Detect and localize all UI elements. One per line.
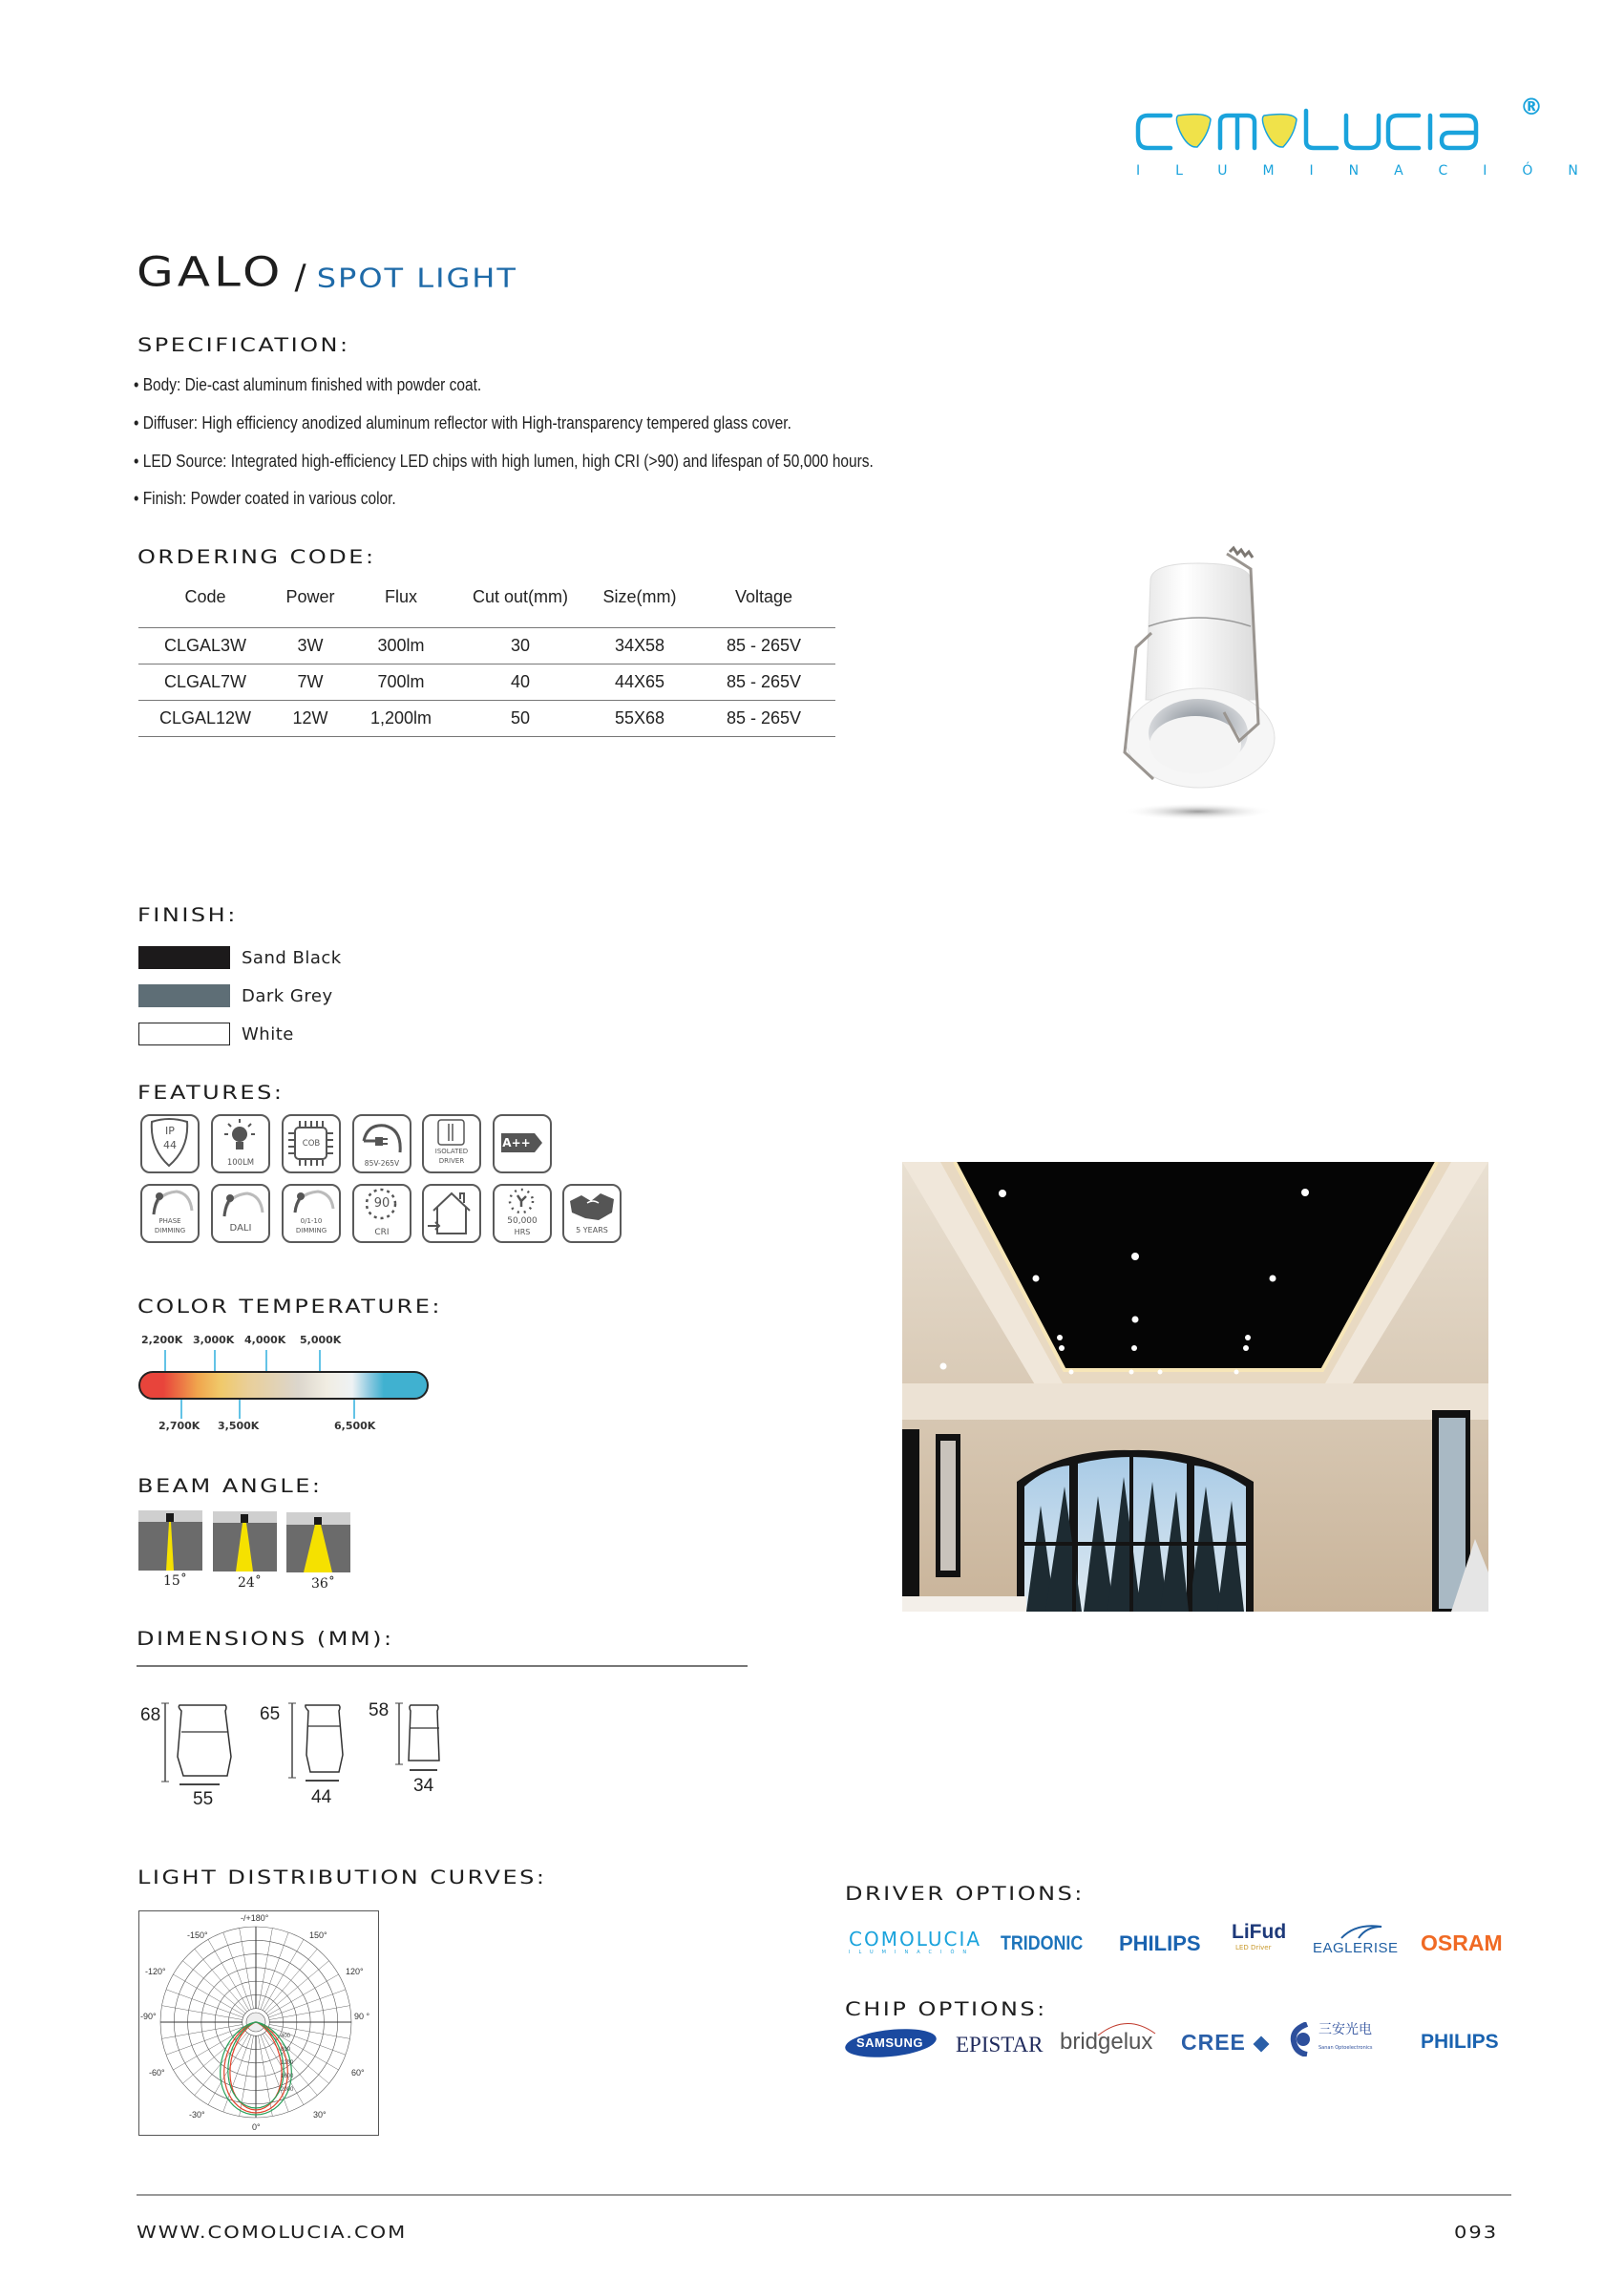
table-row bbox=[138, 628, 835, 664]
specification-heading: SPECIFICATION: bbox=[137, 334, 350, 356]
finish-heading: FINISH: bbox=[137, 904, 238, 926]
beam-angle-label: 15˚ bbox=[163, 1573, 187, 1589]
ct-label-bottom: 2,700K bbox=[158, 1420, 200, 1432]
feature-text: HRS bbox=[514, 1228, 531, 1236]
table-cell: 34X58 bbox=[587, 628, 692, 664]
spec-item-body: • Body: Die-cast aluminum finished with powder coat. bbox=[134, 375, 482, 394]
brand-name: CREE bbox=[1181, 2030, 1246, 2055]
table-cell: 300lm bbox=[348, 628, 453, 664]
feature-isolated-driver bbox=[422, 1114, 481, 1173]
feature-text: DIMMING bbox=[154, 1227, 186, 1234]
polar-radial-label: 1200 bbox=[281, 2060, 294, 2066]
feature-text: DALI bbox=[229, 1223, 252, 1234]
driver-options-heading: DRIVER OPTIONS: bbox=[845, 1883, 1085, 1905]
feature-text: 90 bbox=[373, 1196, 390, 1211]
polar-radial-label: 400 bbox=[281, 2034, 291, 2039]
table-header-row bbox=[138, 566, 835, 628]
page-number: 093 bbox=[1454, 2223, 1499, 2243]
eaglerise-wing-icon bbox=[1313, 1919, 1403, 1940]
table-row bbox=[138, 664, 835, 701]
driver-brand-lifud bbox=[1232, 1921, 1286, 1952]
registered-mark: ® bbox=[1520, 94, 1543, 120]
dimension-height: 68 bbox=[140, 1705, 161, 1725]
color-temperature-scale bbox=[137, 1327, 443, 1451]
brand-logo bbox=[1134, 94, 1613, 189]
dimension-height: 65 bbox=[260, 1704, 281, 1724]
beam-angle-label: 36˚ bbox=[311, 1576, 335, 1592]
driver-brand-eaglerise bbox=[1313, 1919, 1403, 1956]
spec-item-led-source: • LED Source: Integrated high-efficiency LED chips with high lumen, high CRI (>90) and lifespan of 50,000 hours. bbox=[134, 452, 874, 471]
driver-brand-philips: PHILIPS bbox=[1119, 1931, 1201, 1955]
driver-brand-tridonic: TRIDONIC bbox=[1001, 1932, 1084, 1954]
driver-brand-comolucia bbox=[849, 1929, 981, 1956]
feature-text: 100LM bbox=[226, 1158, 255, 1168]
specification-list bbox=[134, 374, 1279, 526]
feature-0-10-dimming bbox=[282, 1184, 341, 1243]
dimension-drawing-3w bbox=[382, 1690, 458, 1776]
polar-angle-label: 60° bbox=[351, 2068, 365, 2078]
ct-label-bottom: 3,500K bbox=[218, 1420, 260, 1432]
chip-options-heading: CHIP OPTIONS: bbox=[845, 1998, 1047, 2020]
fixture-outline-icon bbox=[382, 1690, 458, 1776]
table-cell: 40 bbox=[453, 664, 587, 701]
product-title bbox=[137, 244, 517, 300]
ct-label-top: 5,000K bbox=[300, 1334, 342, 1346]
chip-brand-sanan bbox=[1290, 2022, 1404, 2057]
light-distribution-chart bbox=[138, 1910, 379, 2136]
finish-option-sand-black bbox=[138, 939, 342, 977]
ct-tick bbox=[239, 1400, 241, 1419]
ct-tick bbox=[214, 1350, 216, 1373]
chip-brand-bridgelux bbox=[1060, 2014, 1165, 2055]
dimension-width-line bbox=[410, 1769, 437, 1771]
logo-subtitle: ILUMINACIÓN bbox=[1136, 163, 1613, 179]
fixture-outline-icon bbox=[134, 1690, 239, 1785]
feature-text: 5 YEARS bbox=[576, 1226, 608, 1234]
polar-angle-label: 90 ° bbox=[354, 2012, 370, 2021]
chip-brand-cree bbox=[1181, 2030, 1267, 2056]
color-temperature-bar bbox=[138, 1371, 429, 1400]
dimensions-heading: DIMENSIONS (MM): bbox=[137, 1628, 394, 1650]
light-distribution-heading: LIGHT DISTRIBUTION CURVES: bbox=[137, 1867, 547, 1888]
feature-text: 44 bbox=[163, 1139, 177, 1151]
polar-radial-label: 1600 bbox=[281, 2074, 294, 2079]
polar-angle-label: -60° bbox=[149, 2068, 165, 2078]
spec-item-diffuser: • Diffuser: High efficiency anodized aluminum reflector with High-transparency tempered glass cover. bbox=[134, 413, 791, 432]
feature-text: ISOLATED bbox=[434, 1148, 469, 1155]
ct-tick bbox=[353, 1400, 355, 1419]
color-temperature-heading: COLOR TEMPERATURE: bbox=[137, 1296, 442, 1318]
feature-text: PHASE bbox=[158, 1217, 181, 1225]
table-cell: CLGAL3W bbox=[138, 628, 272, 664]
polar-angle-label: -120° bbox=[145, 1967, 166, 1976]
beam-15-icon bbox=[138, 1510, 202, 1571]
feature-voltage bbox=[352, 1114, 411, 1173]
column-header: Code bbox=[138, 566, 272, 628]
brand-name: 三安光电 bbox=[1318, 2022, 1372, 2037]
ordering-code-heading: ORDERING CODE: bbox=[137, 546, 376, 568]
polar-angle-label: -30° bbox=[189, 2110, 205, 2120]
sanan-logo-icon bbox=[1290, 2022, 1315, 2057]
features-heading: FEATURES: bbox=[137, 1082, 285, 1104]
feature-text: 0/1-10 bbox=[300, 1217, 323, 1225]
table-cell: 85 - 265V bbox=[692, 628, 835, 664]
column-header: Size(mm) bbox=[587, 566, 692, 628]
table-cell: 55X68 bbox=[587, 701, 692, 737]
finish-label: Dark Grey bbox=[242, 985, 333, 1006]
footer-website[interactable]: WWW.COMOLUCIA.COM bbox=[137, 2223, 408, 2243]
feature-text: 50,000 bbox=[507, 1216, 538, 1226]
polar-angle-label: 120° bbox=[346, 1967, 364, 1976]
feature-100lm bbox=[211, 1114, 270, 1173]
feature-ip44 bbox=[140, 1114, 200, 1173]
ordering-code-table bbox=[138, 566, 835, 737]
brand-name: COMOLUCIA bbox=[849, 1928, 982, 1951]
interior-scene bbox=[902, 1162, 1488, 1612]
color-swatch bbox=[138, 1023, 230, 1045]
beam-diagram-24 bbox=[213, 1511, 277, 1571]
feature-text: DRIVER bbox=[438, 1157, 465, 1165]
feature-text: 85V-265V bbox=[364, 1159, 400, 1168]
polar-radial-label: 800 bbox=[281, 2047, 291, 2053]
product-category: SPOT LIGHT bbox=[316, 262, 517, 294]
feature-cob bbox=[282, 1114, 341, 1173]
table-cell: 50 bbox=[453, 701, 587, 737]
brand-name: LiFud bbox=[1232, 1921, 1287, 1943]
brand-name: SAMSUNG bbox=[856, 2035, 923, 2050]
polar-radial-label: 2000 bbox=[281, 2087, 294, 2093]
feature-cri bbox=[352, 1184, 411, 1243]
polar-angle-label: 0° bbox=[252, 2122, 261, 2132]
beam-diagram-36 bbox=[286, 1512, 350, 1572]
brand-name: bridgelux bbox=[1060, 2029, 1153, 2055]
dimension-drawing-12w bbox=[134, 1690, 239, 1785]
finish-option-dark-grey bbox=[138, 977, 342, 1015]
feature-text: CRI bbox=[374, 1228, 390, 1237]
polar-angle-label: -/+180° bbox=[241, 1913, 269, 1923]
column-header: Flux bbox=[348, 566, 453, 628]
polar-diagram bbox=[139, 1911, 377, 2134]
feature-text: DIMMING bbox=[295, 1227, 327, 1234]
table-cell: 85 - 265V bbox=[692, 701, 835, 737]
ct-tick bbox=[319, 1350, 321, 1373]
beam-36-icon bbox=[286, 1512, 350, 1572]
table-cell: 1,200lm bbox=[348, 701, 453, 737]
dimension-width: 44 bbox=[311, 1787, 332, 1807]
polar-angle-label: -150° bbox=[187, 1930, 208, 1940]
polar-angle-label: -90° bbox=[140, 2012, 157, 2021]
feature-lifespan bbox=[493, 1184, 552, 1243]
table-cell: CLGAL12W bbox=[138, 701, 272, 737]
table-cell: 3W bbox=[272, 628, 348, 664]
chip-brand-samsung bbox=[844, 2027, 938, 2059]
application-photo bbox=[902, 1162, 1488, 1612]
dimension-width-line bbox=[306, 1780, 339, 1782]
dimension-width: 34 bbox=[413, 1776, 434, 1796]
table-cell: 700lm bbox=[348, 664, 453, 701]
color-swatch bbox=[138, 984, 230, 1007]
column-header: Power bbox=[272, 566, 348, 628]
beam-angle-heading: BEAM ANGLE: bbox=[137, 1475, 323, 1497]
feature-energy-class bbox=[493, 1114, 552, 1173]
feature-text: COB bbox=[302, 1139, 321, 1149]
brand-sub: Sanan Optoelectronics bbox=[1318, 2045, 1373, 2051]
feature-phase-dimming bbox=[140, 1184, 200, 1243]
product-image bbox=[1098, 542, 1289, 829]
chip-brand-philips: PHILIPS bbox=[1421, 2031, 1499, 2053]
ordering-code-table-wrap bbox=[138, 566, 835, 737]
color-swatch bbox=[138, 946, 230, 969]
ct-label-top: 3,000K bbox=[193, 1334, 235, 1346]
beam-24-icon bbox=[213, 1511, 277, 1571]
table-cell: 44X65 bbox=[587, 664, 692, 701]
feature-dali bbox=[211, 1184, 270, 1243]
finish-option-white bbox=[138, 1015, 342, 1053]
brand-sub: LED Driver bbox=[1235, 1944, 1272, 1951]
ct-tick bbox=[164, 1350, 166, 1373]
chip-brand-epistar: EPISTAR bbox=[956, 2033, 1044, 2057]
table-cell: 7W bbox=[272, 664, 348, 701]
product-name: GALO bbox=[137, 248, 285, 296]
cree-diamond-icon bbox=[1254, 2036, 1270, 2053]
ct-tick bbox=[180, 1400, 182, 1419]
polar-angle-label: 30° bbox=[313, 2110, 327, 2120]
beam-diagram-15 bbox=[138, 1510, 202, 1571]
table-cell: CLGAL7W bbox=[138, 664, 272, 701]
table-cell: 85 - 265V bbox=[692, 664, 835, 701]
dimension-width-line bbox=[179, 1783, 220, 1785]
feature-text: IP bbox=[165, 1125, 175, 1137]
column-header: Cut out(mm) bbox=[453, 566, 587, 628]
brand-sub: ILUMINACIÓN bbox=[849, 1950, 976, 1955]
dimension-height: 58 bbox=[369, 1700, 390, 1720]
house-icon bbox=[424, 1186, 478, 1240]
finish-options bbox=[138, 939, 342, 1053]
dimensions-divider bbox=[137, 1665, 748, 1667]
column-header: Voltage bbox=[692, 566, 835, 628]
title-separator: / bbox=[294, 258, 306, 297]
ct-label-bottom: 6,500K bbox=[334, 1420, 376, 1432]
ct-label-top: 2,200K bbox=[141, 1334, 183, 1346]
beam-angle-label: 24˚ bbox=[238, 1575, 262, 1591]
dimension-width: 55 bbox=[193, 1789, 214, 1809]
feature-indoor bbox=[422, 1184, 481, 1243]
polar-angle-label: 150° bbox=[309, 1930, 327, 1940]
table-cell: 12W bbox=[272, 701, 348, 737]
finish-label: White bbox=[242, 1023, 294, 1044]
table-row bbox=[138, 701, 835, 737]
ct-tick bbox=[265, 1350, 267, 1373]
feature-warranty bbox=[562, 1184, 622, 1243]
driver-brand-osram: OSRAM bbox=[1421, 1930, 1503, 1955]
finish-label: Sand Black bbox=[242, 947, 342, 968]
table-cell: 30 bbox=[453, 628, 587, 664]
feature-text: A++ bbox=[502, 1136, 531, 1150]
ct-label-top: 4,000K bbox=[244, 1334, 286, 1346]
brand-name: EAGLERISE bbox=[1313, 1940, 1399, 1956]
spec-item-finish: • Finish: Powder coated in various color. bbox=[134, 489, 396, 508]
footer-divider bbox=[137, 2194, 1511, 2196]
